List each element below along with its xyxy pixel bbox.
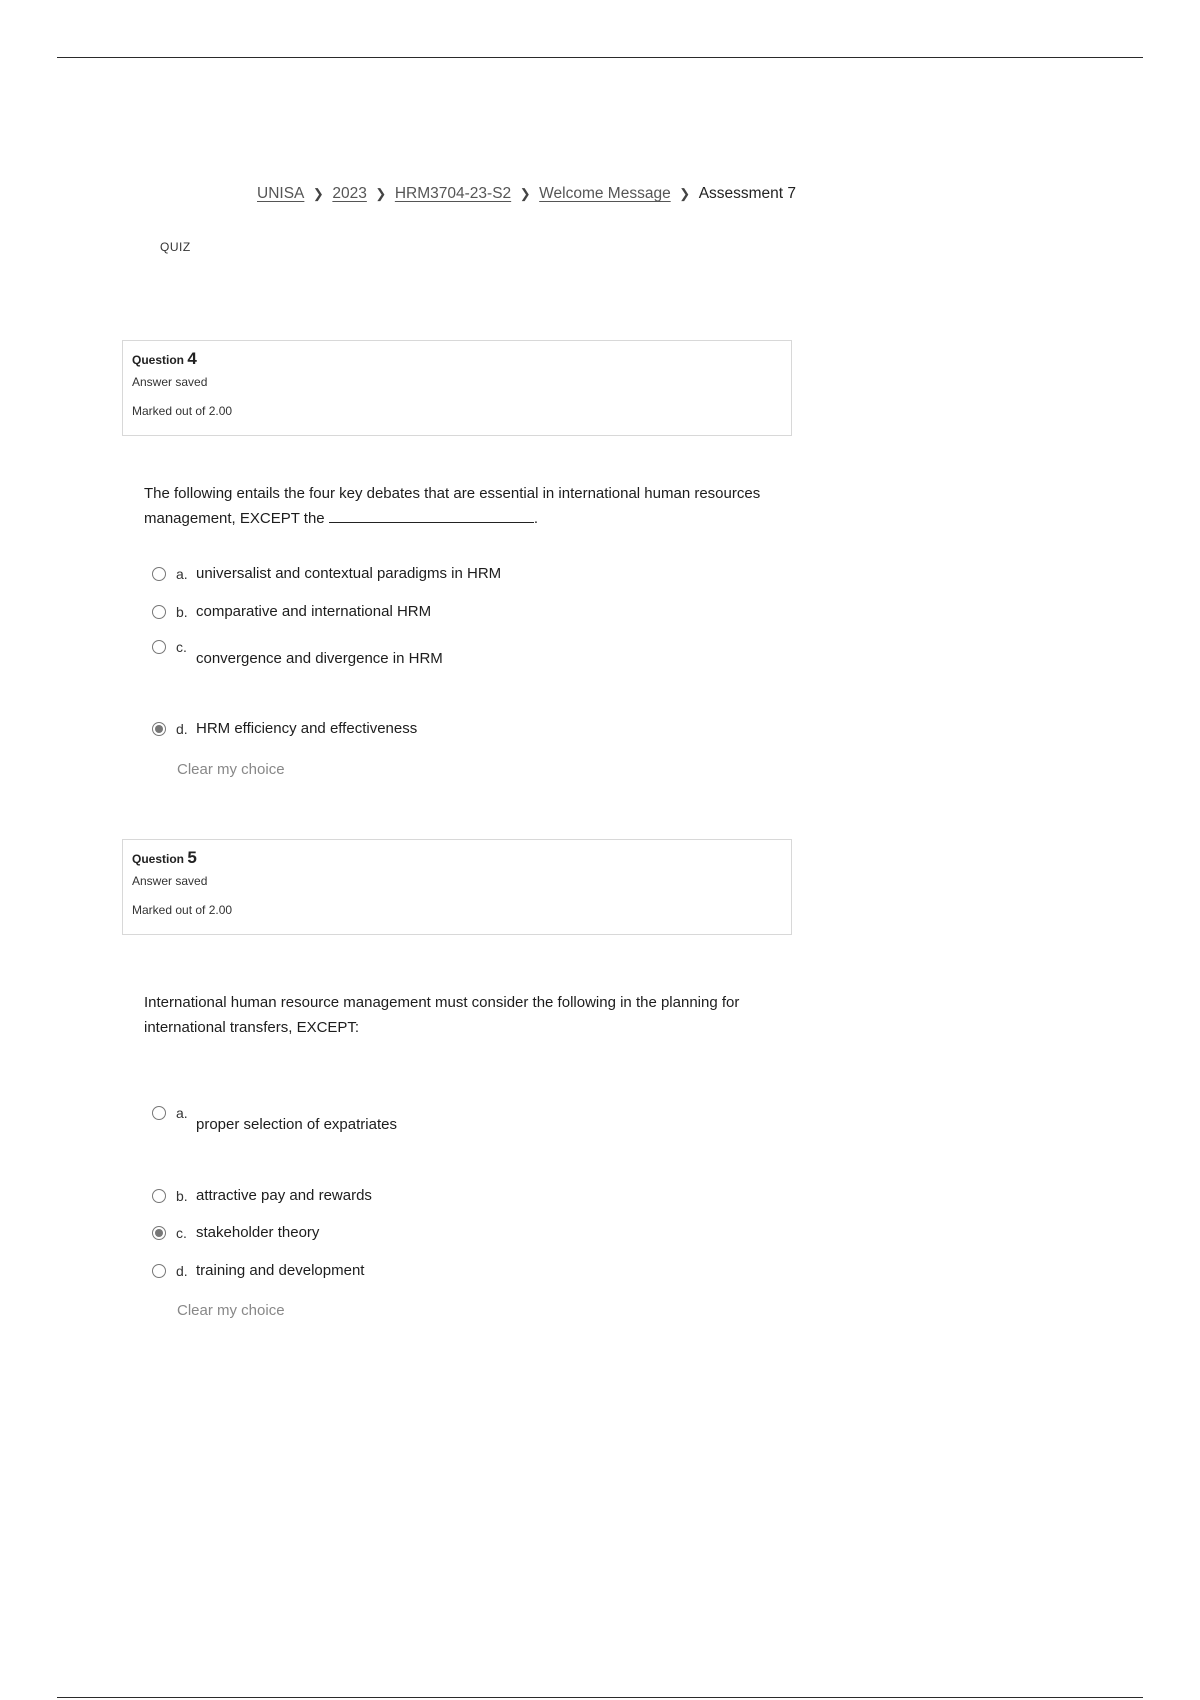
question-4-clear-choice-link[interactable]: Clear my choice	[177, 761, 285, 778]
chevron-right-icon: ❯	[679, 186, 691, 201]
question-5-clear-choice-link[interactable]: Clear my choice	[177, 1302, 285, 1319]
breadcrumb-current-page: Assessment 7	[698, 185, 797, 202]
question-5-marks: Marked out of 2.00	[132, 903, 233, 917]
question-5-option-c[interactable]: c. stakeholder theory	[152, 1224, 319, 1241]
question-4-marks: Marked out of 2.00	[132, 404, 233, 418]
question-5-number: Question 5	[132, 848, 197, 867]
radio-button[interactable]	[152, 1189, 166, 1203]
question-4-option-c[interactable]: c. convergence and divergence in HRM	[152, 644, 443, 661]
question-4-option-d[interactable]: d. HRM efficiency and effectiveness	[152, 720, 417, 737]
question-4-option-b[interactable]: b. comparative and international HRM	[152, 603, 431, 620]
breadcrumb-link-course[interactable]: HRM3704-23-S2	[394, 185, 512, 202]
radio-button[interactable]	[152, 640, 166, 654]
breadcrumb-link-unisa[interactable]: UNISA	[257, 185, 305, 202]
radio-button-selected[interactable]	[152, 722, 166, 736]
question-5-info-box	[122, 839, 792, 935]
radio-button[interactable]	[152, 567, 166, 581]
question-4-info-box	[122, 340, 792, 436]
chevron-right-icon: ❯	[312, 186, 324, 201]
chevron-right-icon: ❯	[375, 186, 387, 201]
radio-button[interactable]	[152, 605, 166, 619]
bottom-divider	[57, 1697, 1143, 1698]
question-4-state: Answer saved	[132, 375, 208, 389]
chevron-right-icon: ❯	[519, 186, 531, 201]
answer-blank	[329, 508, 534, 523]
radio-button[interactable]	[152, 1106, 166, 1120]
top-divider	[57, 57, 1143, 58]
quiz-label: QUIZ	[160, 240, 191, 254]
breadcrumb-link-welcome-message[interactable]: Welcome Message	[539, 185, 671, 202]
question-4-text: The following entails the four key debates that are essential in international human resources management, EXCEPT the .	[144, 485, 761, 527]
question-5-option-d[interactable]: d. training and development	[152, 1262, 364, 1279]
radio-button-selected[interactable]	[152, 1226, 166, 1240]
question-5-option-a[interactable]: a. proper selection of expatriates	[152, 1110, 397, 1127]
question-5-option-b[interactable]: b. attractive pay and rewards	[152, 1187, 372, 1204]
question-5-state: Answer saved	[132, 874, 208, 888]
breadcrumb-link-year[interactable]: 2023	[332, 185, 367, 202]
question-4-option-a[interactable]: a. universalist and contextual paradigms in HRM	[152, 565, 501, 582]
breadcrumb	[257, 185, 796, 203]
radio-button[interactable]	[152, 1264, 166, 1278]
question-5-text: International human resource management must consider the following in the planning for international transfers, EXCEPT:	[144, 994, 740, 1036]
question-4-number: Question 4	[132, 349, 197, 368]
